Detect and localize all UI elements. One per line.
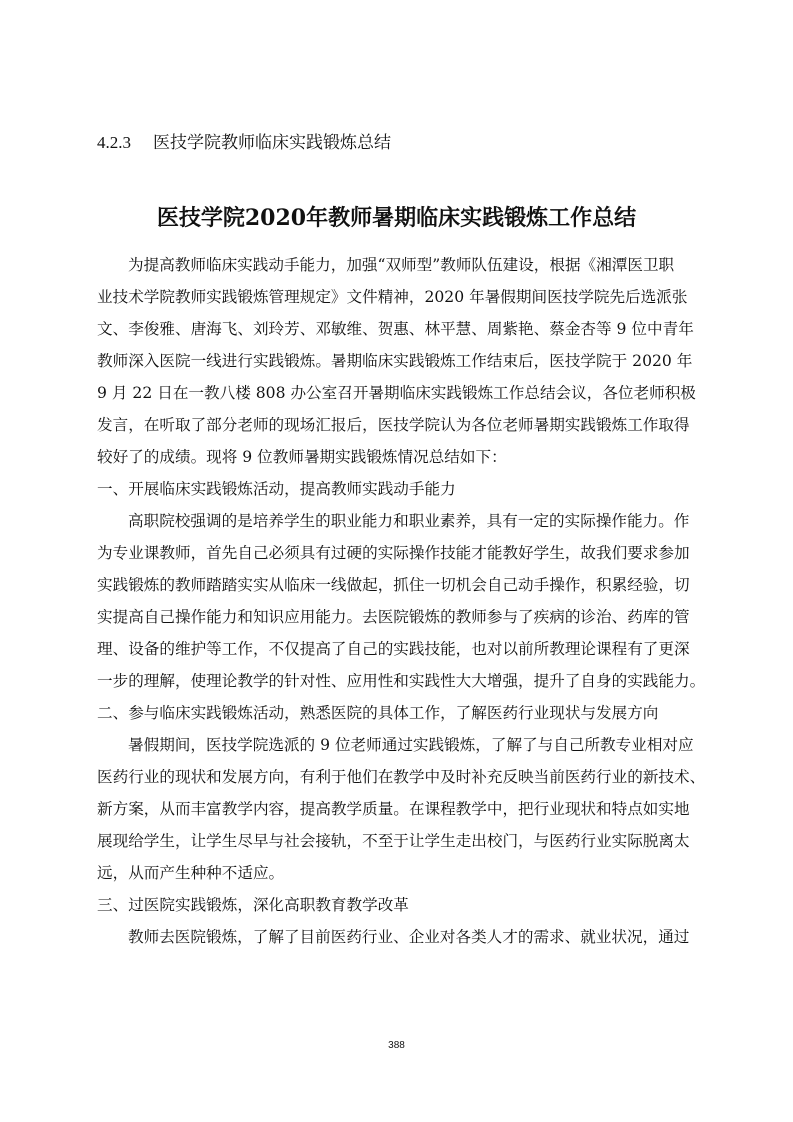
paragraph-line: 发言，在听取了部分老师的现场汇报后，医技学院认为各位老师暑期实践锻炼工作取得 — [97, 416, 690, 434]
paragraph-line: 医药行业的现状和发展方向，有利于他们在教学中及时补充反映当前医药行业的新技术、 — [97, 768, 706, 786]
paragraph-line: 新方案，从而丰富教学内容，提高教学质量。在课程教学中，把行业现状和特点如实地 — [97, 800, 690, 818]
paragraph-line: 远，从而产生种种不适应。 — [97, 864, 285, 882]
subsection-heading: 三、过医院实践锻炼，深化高职教育教学改革 — [97, 896, 409, 914]
paragraph-line: 一步的理解，使理论教学的针对性、应用性和实践性大大增强，提升了自身的实践能力。 — [97, 672, 706, 690]
paragraph-line: 为提高教师临床实践动手能力，加强“双师型”教师队伍建设，根据《湘潭医卫职 — [128, 256, 675, 274]
page-number: 388 — [388, 1040, 405, 1051]
section-number: 4.2.3 — [97, 133, 131, 152]
paragraph-line: 教师去医院锻炼，了解了目前医药行业、企业对各类人才的需求、就业状况，通过 — [128, 928, 690, 946]
document-body — [97, 249, 717, 953]
section-heading — [97, 131, 391, 155]
paragraph-line: 展现给学生，让学生尽早与社会接轨，不至于让学生走出校门，与医药行业实际脱离太 — [97, 832, 690, 850]
paragraph-line: 教师深入医院一线进行实践锻炼。暑期临床实践锻炼工作结束后，医技学院于 2020 年 — [97, 352, 693, 370]
paragraph-line: 暑假期间，医技学院选派的 9 位老师通过实践锻炼，了解了与自己所教专业相对应 — [128, 736, 694, 754]
paragraph-line: 文、李俊雅、唐海飞、刘玲芳、邓敏维、贺惠、林平慧、周紫艳、蔡金杏等 9 位中青年 — [97, 320, 694, 338]
document-title: 医技学院2020年教师暑期临床实践锻炼工作总结 — [156, 205, 637, 231]
paragraph-line: 业技术学院教师实践锻炼管理规定》文件精神，2020 年暑假期间医技学院先后选派张 — [97, 288, 688, 306]
paragraph-line: 实提高自己操作能力和知识应用能力。去医院锻炼的教师参与了疾病的诊治、药库的管 — [97, 608, 690, 626]
paragraph-line: 为专业课教师，首先自己必须具有过硬的实际操作技能才能教好学生，故我们要求参加 — [97, 544, 690, 562]
section-title: 医技学院教师临床实践锻炼总结 — [153, 133, 391, 153]
paragraph-line: 理、设备的维护等工作，不仅提高了自己的实践技能，也对以前所教理论课程有了更深 — [97, 640, 690, 658]
paragraph-line: 较好了的成绩。现将 9 位教师暑期实践锻炼情况总结如下： — [97, 448, 507, 466]
paragraph-line: 实践锻炼的教师踏踏实实从临床一线做起，抓住一切机会自己动手操作，积累经验，切 — [97, 576, 690, 594]
subsection-heading: 二、参与临床实践锻炼活动，熟悉医院的具体工作，了解医药行业现状与发展方向 — [97, 704, 659, 722]
paragraph-line: 高职院校强调的是培养学生的职业能力和职业素养，具有一定的实际操作能力。作 — [128, 512, 690, 530]
subsection-heading: 一、开展临床实践锻炼活动，提高教师实践动手能力 — [97, 480, 456, 498]
paragraph-line: 9 月 22 日在一教八楼 808 办公室召开暑期临床实践锻炼工作总结会议，各位老师积极 — [97, 384, 696, 402]
